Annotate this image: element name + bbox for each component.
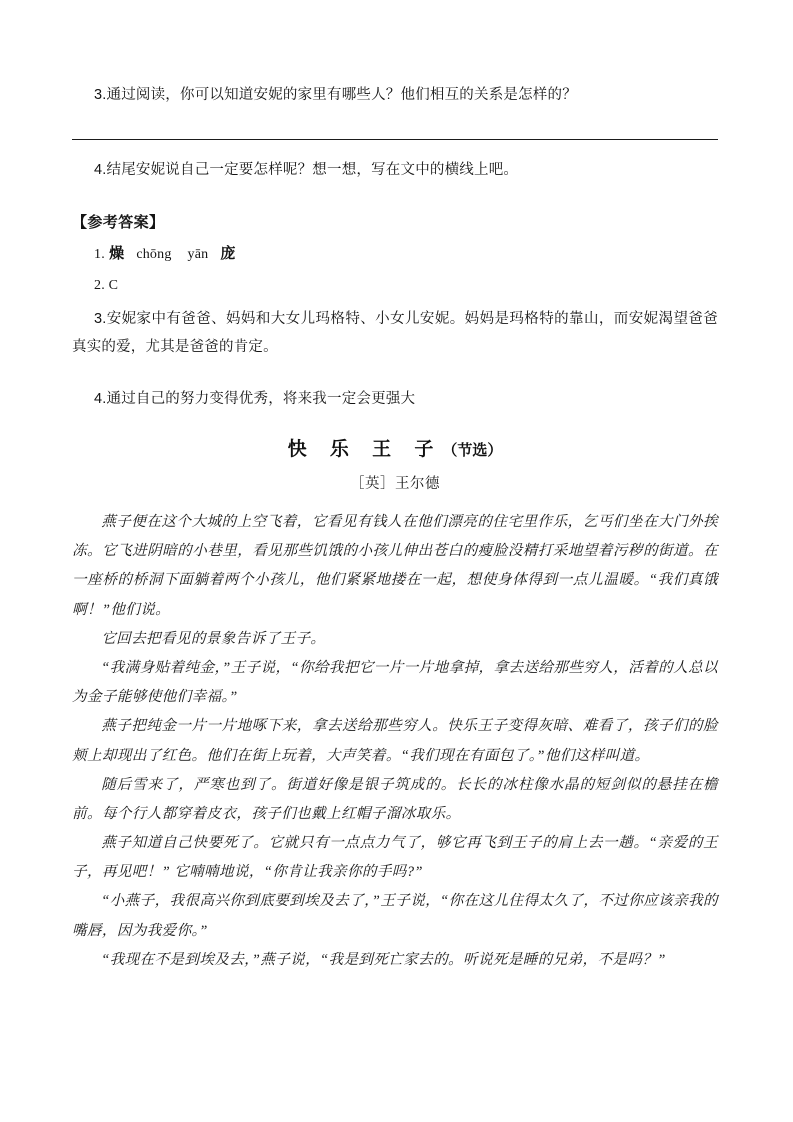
answer-3-text: 3.安妮家中有爸爸、妈妈和大女儿玛格特、小女儿安妮。妈妈是玛格特的靠山，而安妮渴望爸爸真实的爱，尤其是爸爸的肯定。 [72, 311, 718, 356]
story-title [72, 434, 718, 461]
story-title-block [72, 434, 718, 461]
answers-heading-row [72, 209, 718, 237]
story-paragraph: “我现在不是到埃及去，”燕子说，“我是到死亡家去的。听说死是睡的兄弟，不是吗？” [101, 951, 666, 968]
story-paragraph: “小燕子，我很高兴你到底要到埃及去了，”王子说，“你在这儿住得太久了，不过你应该亲我的嘴唇，因为我爱你。” [72, 893, 718, 939]
story-paragraph: 燕子知道自己快要死了。它就只有一点点力气了，够它再飞到王子的肩上去一趟。“亲爱的王子，再见吧！” 它喃喃地说，“你肯让我亲你的手吗?” [72, 835, 718, 881]
story-title-main: 快 乐 王 子 [287, 439, 443, 460]
story-paragraph: “我满身贴着纯金，”王子说，“你给我把它一片一片地拿掉，拿去送给那些穷人，活着的人总以为金子能够使他们幸福。” [72, 659, 718, 706]
story-author: ［英］王尔德 [350, 476, 440, 492]
worksheet-question-4: 4.结尾安妮说自己一定要怎样呢？想一想，写在文中的横线上吧。 [94, 162, 519, 178]
horizontal-rule [72, 139, 718, 140]
answer-2-text: 2. C [94, 278, 119, 293]
answer-item-1 [72, 240, 718, 268]
answer-1-line [72, 240, 718, 268]
worksheet-question-4-row [72, 157, 718, 184]
answer-item-2 [72, 272, 718, 299]
worksheet-question-3: 3.通过阅读，你可以知道安妮的家里有哪些人？他们相互的关系是怎样的？ [94, 87, 577, 103]
story-body [72, 508, 718, 975]
story-paragraph: 它回去把看见的景象告诉了王子。 [101, 630, 326, 647]
answer-2-line [72, 272, 718, 299]
answer-rule-divider [72, 139, 718, 140]
answer-4-text: 4.通过自己的努力变得优秀，将来我一定会更强大 [94, 391, 416, 407]
worksheet-question-3-row [72, 82, 718, 109]
story-paragraph: 随后雪来了，严寒也到了。街道好像是银子筑成的。长长的冰柱像水晶的短剑似的悬挂在檐前。每个行人都穿着皮衣，孩子们也戴上红帽子溜冰取乐。 [72, 776, 718, 822]
answer-1-pinyin-1: chōng [136, 247, 172, 262]
story-author-block [72, 472, 718, 493]
answer-1-char-1: 燥 [109, 245, 125, 262]
answer-1-char-2: 庞 [220, 245, 236, 262]
answer-1-number: 1. [94, 247, 106, 262]
story-title-suffix: （节选） [442, 442, 503, 459]
answer-item-3 [72, 305, 718, 362]
answers-heading: 【参考答案】 [72, 214, 165, 231]
answer-item-4 [72, 385, 718, 413]
answer-1-pinyin-2: yān [187, 247, 209, 262]
story-paragraph: 燕子把纯金一片一片地啄下来，拿去送给那些穷人。快乐王子变得灰暗、难看了，孩子们的脸颊上却现出了红色。他们在街上玩着，大声笑着。“我们现在有面包了。”他们这样叫道。 [72, 718, 718, 764]
story-paragraph: 燕子便在这个大城的上空飞着，它看见有钱人在他们漂亮的住宅里作乐，乞丐们坐在大门外挨冻。它飞进阴暗的小巷里，看见那些饥饿的小孩儿伸出苍白的瘦脸没精打采地望着污秽的街道。在一座桥的桥洞下面躺着两个小孩儿，他们紧紧地搂在一起，想使身体得到一点儿温暖。“我们真饿啊！”他们说。 [72, 514, 718, 618]
